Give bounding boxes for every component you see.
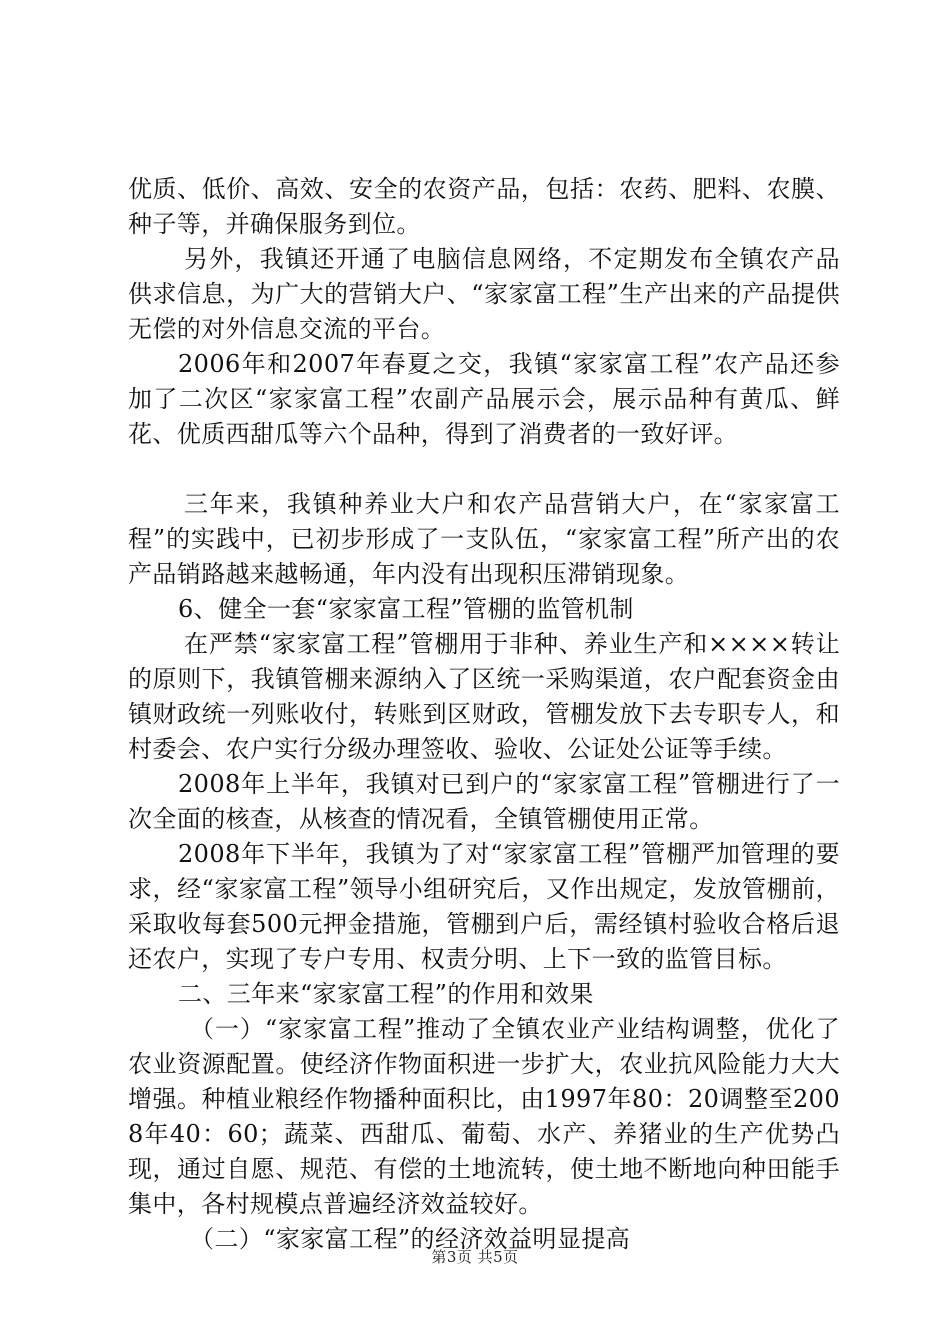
section-heading-effects: 二、三年来“家家富工程”的作用和效果 <box>178 980 594 1008</box>
paragraph-2008-second-half: 2008年下半年，我镇为了对“家家富工程”管棚严加管理的要求，经“家家富工程”领导小组研究后，又作出规定，发放管棚前，采取收每套500元押金措施，管棚到户后，需经镇村验收合格后退还农户，实现了专户专用、权责分明、上下一致的监管目标。 <box>128 840 840 973</box>
paragraph-structure-adjustment: （一）“家家富工程”推动了全镇农业产业结构调整，优化了农业资源配置。使经济作物面积进一步扩大，农业抗风险能力大大增强。种植业粮经作物播种面积比，由1997年80：20调整至2008年40：60；蔬菜、西甜瓜、葡萄、水产、养猪业的生产优势凸现，通过自愿、规范、有偿的土地流转，使土地不断地向种田能手集中，各村规模点普遍经济效益较好。 <box>128 1015 840 1218</box>
paragraph-2008-first-half: 2008年上半年，我镇对已到户的“家家富工程”管棚进行了一次全面的核查，从核查的情况看，全镇管棚使用正常。 <box>128 770 840 833</box>
subheading-economic-benefit: （二）“家家富工程”的经济效益明显提高 <box>190 1225 631 1253</box>
page-number-footer: 第3页 共5页 <box>431 1248 519 1266</box>
paragraph-supervision: 在严禁“家家富工程”管棚用于非种、养业生产和××××转让的原则下，我镇管棚来源纳入了区统一采购渠道，农户配套资金由镇财政统一列账收付，转账到区财政，管棚发放下去专职专人，和村委会、农户实行分级办理签收、验收、公证处公证等手续。 <box>128 630 840 763</box>
paragraph-exhibition: 2006年和2007年春夏之交，我镇“家家富工程”农产品还参加了二次区“家家富工程”农副产品展示会，展示品种有黄瓜、鲜花、优质西甜瓜等六个品种，得到了消费者的一致好评。 <box>128 350 840 448</box>
paragraph-network: 另外，我镇还开通了电脑信息网络，不定期发布全镇农产品供求信息，为广大的营销大户、“家家富工程”生产出来的产品提供无偿的对外信息交流的平台。 <box>128 245 840 343</box>
section-heading-supervision: 6、健全一套“家家富工程”管棚的监管机制 <box>178 595 634 623</box>
paragraph-three-years: 三年来，我镇种养业大户和农产品营销大户，在“家家富工程”的实践中，已初步形成了一支队伍，“家家富工程”所产出的农产品销路越来越畅通，年内没有出现积压滞销现象。 <box>128 490 840 588</box>
document-body <box>128 172 840 1257</box>
paragraph-continued: 优质、低价、高效、安全的农资产品，包括：农药、肥料、农膜、种子等，并确保服务到位。 <box>128 175 840 238</box>
paragraph-gap <box>128 452 840 487</box>
